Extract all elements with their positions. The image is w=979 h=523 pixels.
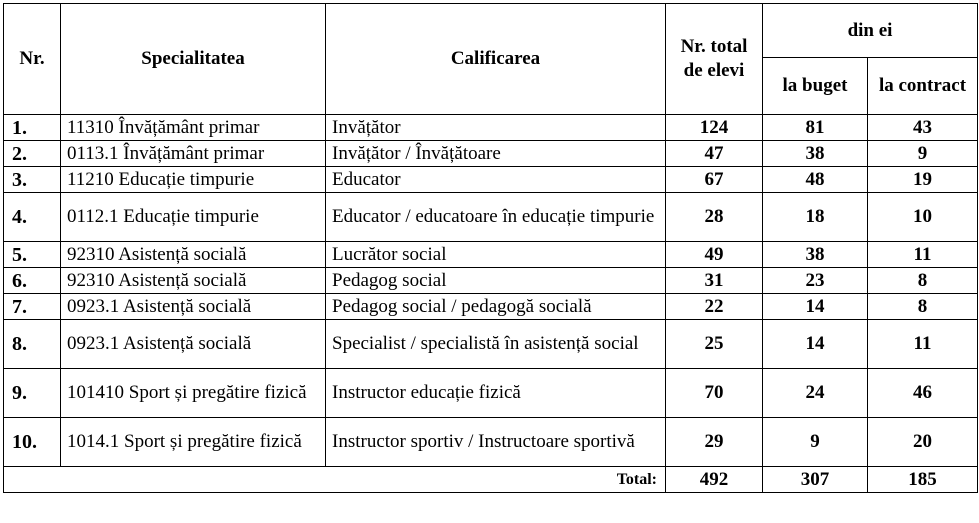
row-calificarea: Specialist / specialistă în asistență social [326, 320, 666, 369]
table-row [4, 294, 978, 320]
total-elevi: 492 [666, 467, 763, 493]
row-buget: 24 [763, 369, 868, 418]
header-nr: Nr. [4, 4, 61, 115]
row-specialitatea: 101410 Sport și pregătire fizică [61, 369, 326, 418]
row-contract: 11 [868, 242, 978, 268]
row-total: 67 [666, 167, 763, 193]
row-total: 47 [666, 141, 763, 167]
total-row [4, 467, 978, 493]
row-total: 31 [666, 268, 763, 294]
row-contract: 19 [868, 167, 978, 193]
header-specialitatea: Specialitatea [61, 4, 326, 115]
row-buget: 23 [763, 268, 868, 294]
row-calificarea: Instructor sportiv / Instructoare sportivă [326, 418, 666, 467]
row-total: 25 [666, 320, 763, 369]
table-row [4, 369, 978, 418]
row-buget: 81 [763, 115, 868, 141]
row-specialitatea: 1014.1 Sport și pregătire fizică [61, 418, 326, 467]
row-calificarea: Educator [326, 167, 666, 193]
row-number: 3. [4, 167, 61, 193]
header-la-contract: la contract [868, 58, 978, 115]
row-calificarea: Educator / educatoare în educație timpurie [326, 193, 666, 242]
row-buget: 18 [763, 193, 868, 242]
row-contract: 8 [868, 268, 978, 294]
row-number: 7. [4, 294, 61, 320]
row-contract: 20 [868, 418, 978, 467]
row-total: 124 [666, 115, 763, 141]
row-contract: 11 [868, 320, 978, 369]
row-number: 2. [4, 141, 61, 167]
row-calificarea: Lucrător social [326, 242, 666, 268]
row-buget: 14 [763, 294, 868, 320]
row-buget: 48 [763, 167, 868, 193]
row-buget: 9 [763, 418, 868, 467]
row-total: 49 [666, 242, 763, 268]
row-calificarea: Pedagog social [326, 268, 666, 294]
row-total: 29 [666, 418, 763, 467]
header-din-ei: din ei [763, 4, 978, 58]
header-calificarea: Calificarea [326, 4, 666, 115]
row-number: 8. [4, 320, 61, 369]
row-specialitatea: 0113.1 Învățământ primar [61, 141, 326, 167]
table-row [4, 242, 978, 268]
total-label: Total: [4, 467, 666, 493]
row-calificarea: Invățător / Învățătoare [326, 141, 666, 167]
row-calificarea: Pedagog social / pedagogă socială [326, 294, 666, 320]
row-total: 28 [666, 193, 763, 242]
row-calificarea: Invățător [326, 115, 666, 141]
row-number: 5. [4, 242, 61, 268]
row-buget: 14 [763, 320, 868, 369]
row-number: 4. [4, 193, 61, 242]
row-contract: 9 [868, 141, 978, 167]
row-specialitatea: 92310 Asistență socială [61, 268, 326, 294]
header-la-buget: la buget [763, 58, 868, 115]
total-contract: 185 [868, 467, 978, 493]
row-total: 70 [666, 369, 763, 418]
row-number: 1. [4, 115, 61, 141]
row-specialitatea: 0923.1 Asistență socială [61, 320, 326, 369]
row-contract: 43 [868, 115, 978, 141]
row-calificarea: Instructor educație fizică [326, 369, 666, 418]
row-number: 9. [4, 369, 61, 418]
row-number: 6. [4, 268, 61, 294]
table-row [4, 320, 978, 369]
table-row [4, 115, 978, 141]
students-table [3, 3, 978, 493]
table-row [4, 193, 978, 242]
row-specialitatea: 11210 Educație timpurie [61, 167, 326, 193]
table-row [4, 167, 978, 193]
row-total: 22 [666, 294, 763, 320]
row-contract: 46 [868, 369, 978, 418]
row-specialitatea: 92310 Asistență socială [61, 242, 326, 268]
total-buget: 307 [763, 467, 868, 493]
row-buget: 38 [763, 141, 868, 167]
header-total-elevi: Nr. total de elevi [666, 4, 763, 115]
table-row [4, 418, 978, 467]
row-contract: 10 [868, 193, 978, 242]
row-buget: 38 [763, 242, 868, 268]
row-specialitatea: 0923.1 Asistență socială [61, 294, 326, 320]
row-contract: 8 [868, 294, 978, 320]
row-specialitatea: 11310 Învățământ primar [61, 115, 326, 141]
row-number: 10. [4, 418, 61, 467]
row-specialitatea: 0112.1 Educație timpurie [61, 193, 326, 242]
table-row [4, 141, 978, 167]
table-row [4, 268, 978, 294]
